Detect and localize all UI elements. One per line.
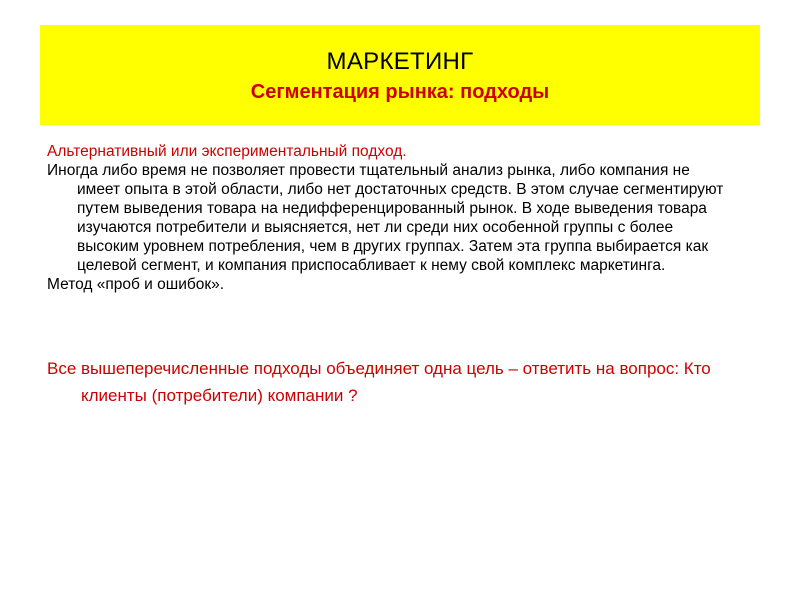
header-band	[40, 25, 760, 125]
body-content	[47, 142, 727, 294]
method-name: Метод «проб и ошибок».	[47, 276, 225, 293]
slide-subtitle: Сегментация рынка: подходы	[250, 81, 550, 103]
slide-title: МАРКЕТИНГ	[326, 48, 474, 75]
approach-heading: Альтернативный или экспериментальный подход.	[47, 143, 407, 160]
conclusion-text: Все вышеперечисленные подходы объединяет одна цель – ответить на вопрос: Кто клиенты (потребители) компании ?	[47, 359, 711, 405]
approach-description: Иногда либо время не позволяет провести тщательный анализ рынка, либо компания не имеет опыта в этой области, либо нет достаточных средств. В этом случае сегментируют путем выведения товара на недифференцированный рынок. В ходе выведения товара изучаются потребители и выясняется, нет ли среди них особенной группы с более высоким уровнем потребления, чем в других группах. Затем эта группа выбирается как целевой сегмент, и компания приспосабливает к нему свой комплекс маркетинга.	[47, 162, 724, 274]
